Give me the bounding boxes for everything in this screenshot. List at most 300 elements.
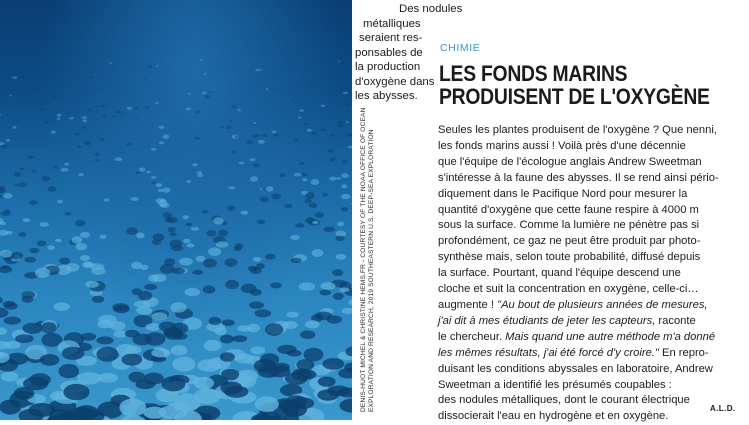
nodule	[186, 108, 192, 111]
nodule	[341, 194, 351, 199]
body-line: la surface. Pourtant, quand l'équipe descend une	[438, 267, 681, 280]
nodule	[59, 258, 70, 265]
nodule	[6, 139, 10, 142]
nodule	[75, 77, 78, 79]
nodule	[253, 163, 260, 167]
nodule	[153, 233, 165, 241]
nodule	[45, 121, 49, 124]
nodule	[255, 309, 271, 317]
nodule	[295, 223, 304, 227]
nodule	[131, 197, 139, 201]
body-line: cloche et suit la concentration en oxygène, celle-ci…	[438, 283, 699, 296]
nodule	[207, 230, 217, 236]
nodule	[39, 222, 49, 227]
nodule	[322, 193, 328, 196]
nodule	[57, 118, 61, 120]
nodule	[226, 126, 232, 130]
nodule	[239, 162, 245, 165]
nodule	[341, 207, 348, 211]
nodule	[102, 116, 106, 118]
caption-line: Des nodules	[399, 3, 463, 15]
nodule	[35, 89, 39, 91]
body-text: augmente !	[438, 298, 494, 311]
nodule	[302, 173, 308, 177]
nodule	[127, 107, 132, 110]
nodule	[290, 397, 315, 409]
nodule	[250, 289, 262, 296]
nodule	[337, 222, 344, 227]
nodule	[290, 235, 300, 240]
nodule	[204, 340, 222, 351]
nodule	[339, 399, 352, 413]
nodule	[122, 354, 143, 366]
nodule	[85, 281, 99, 288]
nodule	[213, 217, 223, 224]
nodule	[100, 138, 105, 141]
nodule	[52, 96, 57, 98]
nodule	[133, 334, 153, 346]
nodule	[160, 203, 170, 208]
nodule	[135, 118, 138, 120]
nodule	[11, 252, 23, 260]
nodule	[234, 246, 241, 251]
nodule	[82, 116, 87, 119]
nodule	[64, 163, 69, 166]
nodule	[257, 220, 265, 224]
nodule	[13, 76, 18, 79]
nodule	[318, 377, 336, 387]
nodule	[257, 135, 260, 137]
nodule	[214, 327, 227, 335]
nodule	[193, 377, 214, 390]
body-line: que l'équipe de l'écologue anglais Andrew Sweetman	[438, 155, 702, 168]
nodule	[209, 317, 222, 325]
nodule	[97, 373, 118, 383]
nodule	[21, 76, 25, 78]
body-line: duisant les conditions abyssales en laboratoire, Andrew	[438, 362, 713, 375]
nodule	[322, 358, 344, 370]
body-line: s'intéresse à la faune des abysses. Il se rend ainsi pério-	[438, 171, 719, 184]
nodule	[0, 400, 21, 415]
nodule	[41, 108, 45, 110]
nodule	[320, 290, 332, 296]
nodule	[140, 265, 148, 270]
nodule	[82, 261, 92, 268]
body-line	[438, 314, 749, 330]
caption-line: ponsables de	[355, 46, 423, 59]
caption-line: les abysses.	[355, 90, 418, 102]
nodule	[225, 258, 238, 267]
nodule	[76, 243, 87, 250]
nodule	[235, 353, 253, 363]
nodule	[151, 348, 170, 357]
nodule	[4, 302, 18, 309]
title-line: PRODUISENT DE L'OXYGÈNE	[439, 84, 710, 109]
nodule	[237, 109, 241, 111]
nodule	[0, 142, 5, 145]
nodule	[220, 127, 223, 129]
body-line: quantité d'oxygène que cette faune respire à 4000 m	[438, 203, 699, 216]
nodule	[338, 121, 343, 124]
nodule	[47, 245, 54, 250]
nodule	[151, 148, 156, 151]
nodule	[66, 263, 80, 272]
nodule	[277, 345, 296, 354]
nodule	[0, 194, 3, 198]
nodule	[305, 320, 320, 328]
nodule	[126, 143, 131, 146]
nodule	[152, 274, 166, 282]
nodule	[305, 192, 314, 199]
nodule	[182, 215, 189, 219]
nodule-field-illustration	[0, 0, 352, 420]
nodule	[250, 346, 265, 354]
nodule	[266, 88, 269, 90]
nodule	[328, 149, 334, 152]
nodule	[272, 74, 275, 76]
nodule	[183, 239, 190, 244]
nodule	[163, 134, 170, 139]
nodule	[279, 173, 285, 177]
nodule	[197, 174, 203, 177]
nodule	[200, 59, 203, 61]
nodule	[346, 103, 351, 107]
nodule	[336, 236, 345, 241]
nodule	[95, 153, 100, 156]
nodule	[168, 227, 176, 232]
nodule	[173, 333, 188, 340]
nodule	[312, 249, 324, 257]
nodule	[13, 126, 17, 129]
title-line: LES FONDS MARINS	[439, 61, 628, 86]
nodule	[14, 184, 19, 186]
nodule	[262, 134, 267, 137]
nodule	[95, 159, 99, 161]
nodule	[203, 73, 206, 75]
body-line: Seules les plantes produisent de l'oxygène ? Que nenni,	[438, 124, 717, 136]
nodule	[164, 218, 173, 222]
nodule	[300, 330, 315, 339]
nodule	[228, 186, 235, 189]
nodule	[208, 247, 221, 256]
nodule	[159, 141, 164, 144]
nodule	[203, 259, 217, 268]
nodule	[347, 73, 351, 75]
nodule	[75, 133, 80, 135]
nodule	[28, 403, 55, 417]
body-line	[438, 298, 749, 314]
nodule	[169, 233, 177, 237]
body-line: dissocierait l'eau en hydrogène et en oxygène.	[438, 410, 669, 423]
nodule	[186, 180, 191, 183]
nodule	[227, 206, 235, 211]
nodule	[3, 103, 7, 105]
nodule	[51, 131, 56, 134]
nodule	[159, 405, 188, 419]
nodule	[202, 210, 208, 213]
nodule	[75, 220, 85, 226]
nodule	[338, 61, 341, 62]
nodule	[53, 166, 58, 169]
body-line	[438, 346, 749, 362]
nodule	[29, 200, 38, 205]
nodule	[294, 173, 302, 176]
nodule	[144, 284, 157, 290]
nodule	[80, 232, 90, 238]
nodule	[91, 267, 105, 275]
body-line: diquement dans le Pacifique Nord pour mesurer la	[438, 187, 688, 200]
quote-text: les mêmes résultats, j'ai été forcé d'y croire."	[438, 346, 659, 359]
nodule	[220, 335, 234, 344]
nodule	[0, 114, 1, 116]
nodule	[272, 131, 277, 134]
nodule	[299, 109, 304, 112]
nodule	[57, 114, 62, 117]
nodule	[4, 210, 10, 213]
nodule	[291, 258, 302, 263]
nodule	[185, 288, 201, 296]
nodule	[221, 369, 239, 381]
nodule	[0, 250, 12, 258]
body-text: le chercheur.	[438, 330, 503, 343]
nodule	[192, 163, 197, 166]
nodule	[231, 105, 236, 108]
nodule	[144, 373, 164, 385]
nodule	[155, 102, 159, 104]
nodule	[15, 334, 34, 343]
nodule	[225, 280, 239, 289]
nodule	[291, 99, 294, 101]
nodule	[148, 65, 152, 68]
seafloor-photo	[0, 0, 352, 420]
nodule	[265, 254, 276, 260]
nodule	[47, 186, 56, 192]
nodule	[22, 323, 42, 334]
body-line: les fonds marins aussi ! Voilà près d'une décennie	[438, 139, 686, 152]
nodule	[255, 396, 279, 412]
nodule	[72, 236, 83, 244]
nodule	[138, 291, 152, 301]
nodule	[250, 158, 256, 161]
nodule	[314, 212, 324, 218]
nodule	[284, 204, 292, 208]
nodule	[124, 346, 141, 354]
nodule	[294, 102, 298, 104]
nodule	[119, 399, 146, 417]
nodule	[231, 150, 235, 153]
nodule	[79, 173, 84, 176]
nodule	[203, 285, 215, 293]
nodule	[100, 235, 107, 239]
nodule	[92, 296, 104, 303]
nodule	[134, 301, 151, 308]
nodule	[136, 233, 145, 239]
nodule	[342, 160, 347, 163]
nodule	[269, 365, 291, 377]
nodule	[144, 78, 147, 80]
nodule	[220, 352, 235, 361]
nodule	[299, 282, 315, 290]
nodule	[187, 244, 195, 248]
body-line: profondément, ce gaz ne peut être produit par photo-	[438, 235, 701, 248]
nodule	[1, 372, 18, 382]
quote-text: j'ai dit à mes étudiants de jeter les capteurs,	[438, 314, 656, 327]
nodule	[152, 182, 157, 184]
nodule	[259, 69, 262, 71]
caption-line: métalliques	[363, 17, 421, 30]
nodule	[139, 168, 146, 172]
nodule	[151, 312, 167, 320]
nodule	[333, 293, 344, 300]
quote-text: "Au bout de plusieurs années de mesures,	[497, 298, 708, 311]
nodule	[62, 347, 85, 360]
nodule	[104, 198, 110, 201]
nodule	[114, 157, 122, 161]
nodule	[332, 269, 343, 276]
nodule	[296, 359, 314, 370]
nodule	[317, 389, 339, 400]
nodule	[237, 325, 251, 331]
nodule	[0, 266, 12, 273]
body-text: raconte	[658, 314, 696, 327]
nodule	[197, 359, 221, 372]
nodule	[156, 183, 162, 187]
photo-credit-line: EXPLORATION AND RESEARCH, 2019 SOUTHEASTERN U.S. DEEP-SEA EXPLORATION	[368, 129, 376, 412]
nodule	[161, 199, 166, 202]
nodule	[329, 177, 336, 181]
nodule	[192, 270, 203, 275]
nodule	[194, 137, 199, 140]
nodule	[341, 184, 347, 188]
nodule	[84, 141, 91, 145]
nodule	[160, 264, 174, 274]
nodule	[205, 95, 210, 99]
nodule	[336, 254, 347, 260]
nodule	[246, 140, 253, 144]
nodule	[96, 336, 113, 344]
nodule	[40, 354, 60, 366]
body-line	[438, 330, 749, 346]
nodule	[110, 321, 126, 330]
nodule	[323, 227, 335, 232]
nodule	[158, 189, 164, 192]
nodule	[57, 200, 63, 204]
nodule	[286, 312, 299, 318]
body-line: des nodules métalliques, dont le courant électrique	[438, 394, 690, 407]
nodule	[162, 187, 170, 192]
nodule	[2, 145, 8, 149]
nodule	[80, 255, 90, 261]
nodule	[272, 194, 282, 200]
nodule	[42, 176, 50, 181]
nodule	[134, 107, 138, 109]
nodule	[63, 384, 89, 400]
nodule	[59, 364, 80, 378]
nodule	[158, 126, 164, 129]
nodule	[321, 75, 324, 77]
nodule	[265, 323, 283, 336]
nodule	[4, 317, 21, 325]
article-body	[438, 123, 749, 425]
nodule	[0, 296, 3, 304]
quote-text: Mais quand une autre méthode m'a donné	[505, 330, 716, 343]
nodule	[253, 257, 262, 262]
nodule	[191, 227, 199, 231]
nodule	[88, 109, 92, 112]
nodule	[82, 126, 86, 129]
nodule	[19, 168, 24, 170]
nodule	[320, 128, 326, 131]
nodule	[274, 88, 277, 89]
nodule	[19, 183, 27, 188]
section-label: CHIMIE	[440, 42, 481, 54]
nodule	[0, 222, 6, 225]
nodule	[159, 322, 177, 332]
nodule	[61, 168, 69, 172]
nodule	[195, 111, 200, 113]
nodule	[95, 106, 98, 108]
nodule	[241, 211, 249, 215]
nodule	[179, 258, 193, 266]
nodule	[250, 176, 258, 182]
nodule	[274, 133, 279, 136]
nodule	[255, 69, 259, 71]
nodule	[81, 333, 96, 341]
nodule	[55, 239, 62, 243]
nodule	[336, 177, 341, 179]
article-title	[439, 61, 710, 109]
nodule	[302, 178, 307, 181]
nodule	[208, 92, 211, 94]
nodule	[126, 227, 137, 235]
nodule	[327, 315, 342, 323]
nodule	[218, 229, 228, 236]
nodule	[9, 95, 12, 97]
nodule	[19, 232, 27, 237]
nodule	[310, 179, 319, 185]
nodule	[312, 132, 318, 135]
nodule	[309, 203, 318, 208]
nodule	[161, 376, 185, 391]
nodule	[299, 162, 305, 165]
nodule	[346, 121, 349, 123]
nodule	[163, 212, 172, 218]
nodule	[83, 119, 88, 122]
nodule	[250, 267, 262, 274]
nodule	[304, 198, 312, 203]
nodule	[312, 221, 318, 225]
nodule	[258, 140, 265, 144]
nodule	[270, 282, 282, 288]
photo-credit-line: DENIS-HUOT MICHEL & CHRISTINE HEMS.FR - COURTESY OF THE NOAA OFFICE OF OCEAN	[360, 107, 367, 412]
nodule	[216, 241, 229, 247]
nodule	[112, 115, 116, 117]
nodule	[343, 92, 348, 95]
nodule	[187, 93, 191, 95]
nodule	[109, 62, 112, 64]
nodule	[155, 65, 158, 67]
nodule	[29, 248, 39, 253]
nodule	[202, 91, 207, 94]
nodule	[338, 124, 342, 127]
nodule	[28, 155, 34, 158]
nodule	[266, 186, 274, 191]
nodule	[69, 117, 74, 119]
nodule	[97, 347, 119, 362]
nodule	[32, 170, 37, 173]
nodule	[65, 212, 72, 215]
nodule	[101, 90, 104, 92]
